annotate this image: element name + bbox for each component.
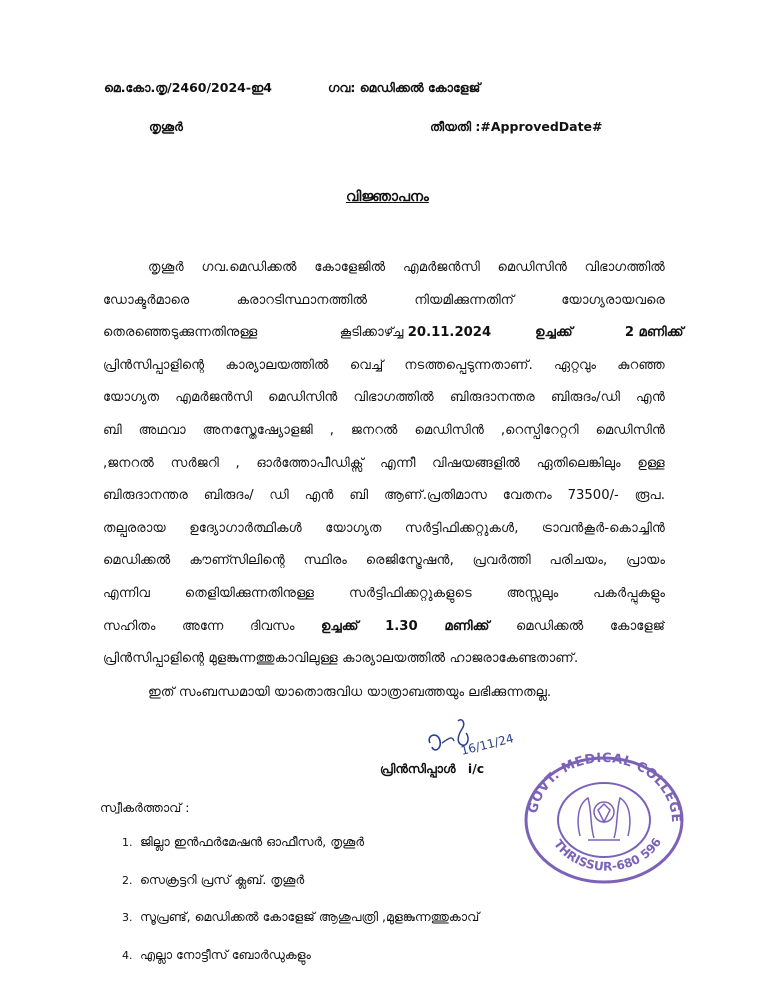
interview-time: 2 മണിക്ക് — [624, 325, 684, 341]
notice-body — [103, 252, 684, 676]
body-text: കൂടിക്കാഴ്ച്ച — [339, 325, 404, 341]
list-item: 3. സൂപ്രണ്ട്, മെഡിക്കൽ കോളേജ് ആശുപത്രി ,മുളങ്കുന്നത്തുകാവ് — [122, 909, 480, 924]
designation: പ്രിൻസിപ്പാൾ — [380, 761, 456, 776]
body-text: കോളേജ് — [609, 618, 665, 634]
body-line: തല്പരരായ ഉദ്യോഗാർത്ഥികൾ യോഗ്യത സർട്ടിഫിക്കറ്റുകൾ, ട്രാവൻകൂർ-കൊച്ചിൻ — [103, 520, 665, 536]
recipients-list — [122, 824, 479, 974]
body-text: സഹിതം — [103, 618, 156, 634]
emblem-icon — [578, 798, 630, 840]
body-line: മെഡിക്കൽ കൗണ്സിലിന്റെ സ്ഥിരം രെജിസ്ട്രേഷൻ, പ്രവർത്തി പരിചയം, പ്രായം — [103, 553, 665, 569]
body-line: പ്രിൻസിപ്പാളിന്റെ കാര്യാലയത്തിൽ വെച്ച് നടത്തപ്പെടുന്നതാണ്. ഏറ്റവും കുറഞ്ഞ — [103, 357, 665, 373]
list-item: 1. ജില്ലാ ഇൻഫർമേഷൻ ഓഫീസർ, തൃശൂർ — [122, 834, 365, 849]
seal-top-text: GOVT. MEDICAL COLLEGE — [525, 750, 684, 824]
signature-date: 16/11/24 — [459, 731, 516, 758]
reporting-time-label: ഉച്ചക്ക് — [320, 618, 359, 634]
interview-date: 20.11.2024 — [407, 325, 492, 341]
signature-scribble — [418, 713, 518, 763]
body-text: മെഡിക്കൽ — [516, 618, 584, 634]
seal-bottom-text: THRISSUR-680 596 — [551, 835, 665, 874]
recipients-heading: സ്വീകർത്താവ് : — [100, 800, 190, 815]
interview-time-label: ഉച്ചക്ക് — [535, 325, 573, 341]
svg-text:THRISSUR-680 596 — [551, 835, 664, 873]
date-value: #ApprovedDate# — [480, 119, 603, 134]
body-text: ദിവസം — [250, 618, 295, 634]
reporting-time: 1.30 മണിക്ക് — [385, 618, 490, 634]
place-name: തൃശൂർ — [149, 119, 183, 134]
date-line — [430, 119, 603, 135]
travel-allowance-note: ഇത് സംബന്ധമായി യാതൊരുവിധ യാത്രാബത്തയും ലഭിക്കുന്നതല്ല. — [148, 685, 552, 700]
body-line: ബിരുദാനന്തര ബിരുദം/ ഡി എൻ ബി ആണ്.പ്രതിമാസ വേതനം 73500/- രൂപ. — [103, 488, 665, 504]
body-line-interview — [103, 317, 684, 350]
body-line: ബി അഥവാ അനസ്തേഷ്യോളജി , ജനറൽ മെഡിസിൻ ,റെസ്പിറേറ്ററി മെഡിസിൻ — [103, 422, 665, 438]
reference-number: മെ.കോ.തൃ/2460/2024-ഇ4 — [104, 80, 272, 95]
body-line: ,ജനറൽ സർജറി , ഓർത്തോപീഡിക്സ് എന്നീ വിഷയങ്ങളിൽ ഏതിലെങ്കിലും ഉള്ള — [103, 455, 665, 471]
signatory — [380, 761, 484, 777]
svg-text:GOVT. MEDICAL COLLEGE — [526, 751, 683, 823]
body-line: പ്രിൻസിപ്പാളിന്റെ മുളങ്കുന്നത്തുകാവിലുള്ള കാര്യാലയത്തിൽ ഹാജരാകേണ്ടതാണ്. — [103, 651, 579, 667]
body-line: എന്നിവ തെളിയിക്കുന്നതിനുള്ള സർട്ടിഫിക്കറ്റുകളുടെ അസ്സലും പകർപ്പുകളും — [103, 585, 665, 601]
date-label: തീയതി : — [430, 119, 481, 134]
body-line: ഡോക്ടർമാരെ കരാറടിസ്ഥാനത്തിൽ നിയമിക്കുന്നതിന് യോഗ്യരായവരെ — [103, 292, 665, 308]
body-text: തെരഞ്ഞെടുക്കുന്നതിനുള്ള — [103, 325, 258, 341]
notice-title: വിജ്ഞാപനം — [346, 189, 429, 205]
body-line-reporting — [103, 611, 665, 644]
list-item: 4. എല്ലാ നോട്ടീസ് ബോർഡുകളും — [122, 946, 311, 962]
body-text: അന്നേ — [181, 618, 224, 634]
body-line: യോഗ്യത എമർജൻസി മെഡിസിൻ വിഭാഗത്തിൽ ബിരുദാനന്തര ബിരുദം/ഡി എൻ — [103, 390, 665, 406]
institution-name: ഗവ: മെഡിക്കൽ കോളേജ് — [328, 80, 481, 95]
college-seal — [518, 740, 690, 885]
body-line: തൃശൂർ ഗവ.മെഡിക്കൽ കോളേജിൽ എമർജൻസി മെഡിസിൻ വിഭാഗത്തിൽ — [148, 260, 665, 275]
list-item: 2. സെക്രട്ടറി പ്രസ് ക്ലബ്. തൃശൂർ — [122, 871, 305, 887]
designation-suffix: i/c — [467, 761, 485, 776]
